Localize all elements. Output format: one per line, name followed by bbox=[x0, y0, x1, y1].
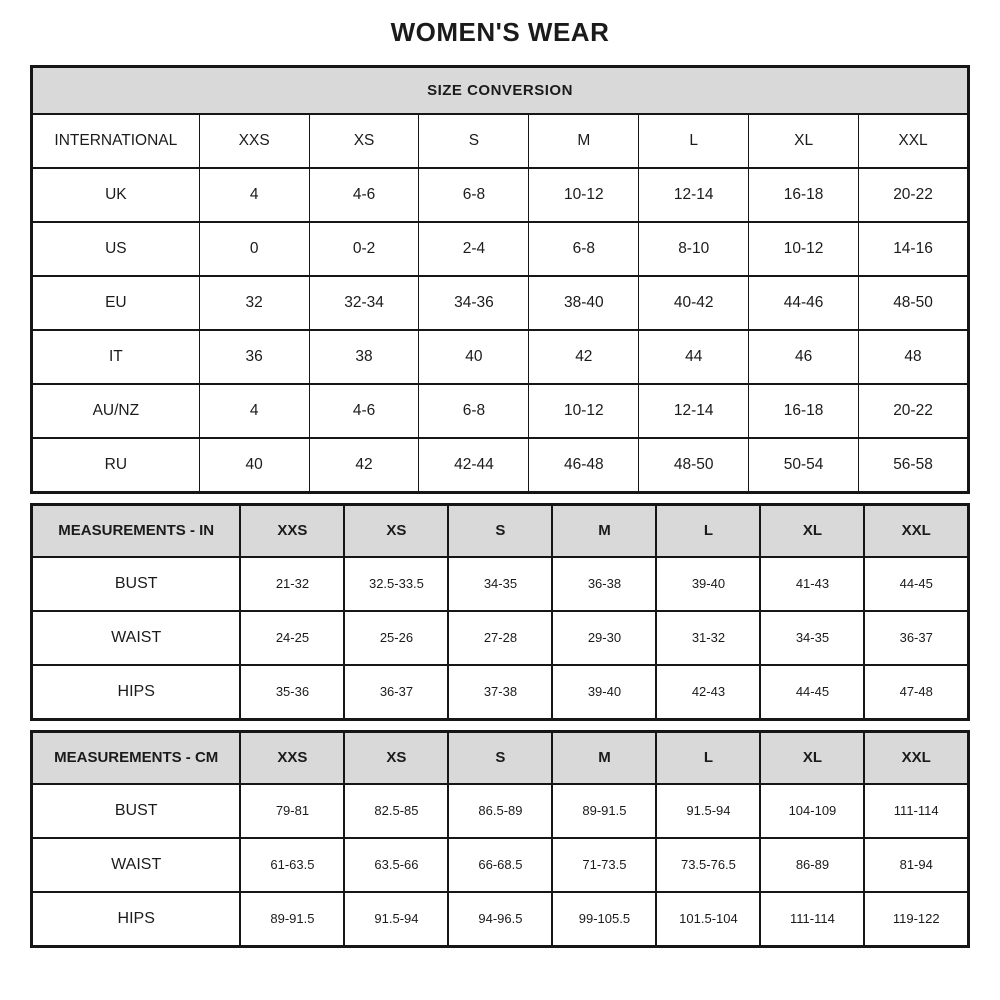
value-cell: 82.5-85 bbox=[344, 784, 448, 838]
measurements-in-table bbox=[30, 503, 970, 721]
value-cell: 36-38 bbox=[552, 557, 656, 611]
value-cell: 42-44 bbox=[419, 438, 529, 493]
size-header-cell: XS bbox=[344, 731, 448, 784]
row-label-cell: BUST bbox=[32, 784, 241, 838]
value-cell: 42-43 bbox=[656, 665, 760, 720]
value-cell: 39-40 bbox=[656, 557, 760, 611]
value-cell: 111-114 bbox=[864, 784, 968, 838]
row-label-cell: IT bbox=[32, 330, 200, 384]
measurements-cm-table bbox=[30, 730, 970, 948]
value-cell: 36-37 bbox=[864, 611, 968, 665]
value-cell: 42 bbox=[309, 438, 419, 493]
value-cell: 61-63.5 bbox=[240, 838, 344, 892]
value-cell: 41-43 bbox=[760, 557, 864, 611]
value-cell: 40 bbox=[419, 330, 529, 384]
value-cell: 79-81 bbox=[240, 784, 344, 838]
size-header-cell: XS bbox=[344, 504, 448, 557]
value-cell: 44-45 bbox=[864, 557, 968, 611]
value-cell: 4 bbox=[199, 168, 309, 222]
value-cell: 16-18 bbox=[749, 384, 859, 438]
value-cell: 34-35 bbox=[448, 557, 552, 611]
value-cell: 111-114 bbox=[760, 892, 864, 947]
value-cell: 40 bbox=[199, 438, 309, 493]
value-cell: 39-40 bbox=[552, 665, 656, 720]
value-cell: 35-36 bbox=[240, 665, 344, 720]
value-cell: 12-14 bbox=[639, 384, 749, 438]
table-row bbox=[32, 438, 969, 493]
value-cell: 73.5-76.5 bbox=[656, 838, 760, 892]
value-cell: 8-10 bbox=[639, 222, 749, 276]
value-cell: 46-48 bbox=[529, 438, 639, 493]
value-cell: 31-32 bbox=[656, 611, 760, 665]
value-cell: 21-32 bbox=[240, 557, 344, 611]
table-row bbox=[32, 276, 969, 330]
value-cell: 50-54 bbox=[749, 438, 859, 493]
column-header-row bbox=[32, 504, 969, 557]
value-cell: 91.5-94 bbox=[344, 892, 448, 947]
value-cell: 32 bbox=[199, 276, 309, 330]
size-header-cell: M bbox=[529, 114, 639, 168]
row-label-cell: WAIST bbox=[32, 611, 241, 665]
value-cell: 16-18 bbox=[749, 168, 859, 222]
row-label-cell: WAIST bbox=[32, 838, 241, 892]
value-cell: 25-26 bbox=[344, 611, 448, 665]
value-cell: 40-42 bbox=[639, 276, 749, 330]
value-cell: 4 bbox=[199, 384, 309, 438]
corner-header-cell: MEASUREMENTS - CM bbox=[32, 731, 241, 784]
table-row bbox=[32, 222, 969, 276]
value-cell: 104-109 bbox=[760, 784, 864, 838]
value-cell: 20-22 bbox=[859, 384, 969, 438]
size-header-cell: XXS bbox=[240, 504, 344, 557]
value-cell: 4-6 bbox=[309, 168, 419, 222]
corner-header-cell: INTERNATIONAL bbox=[32, 114, 200, 168]
row-label-cell: EU bbox=[32, 276, 200, 330]
value-cell: 47-48 bbox=[864, 665, 968, 720]
value-cell: 44-46 bbox=[749, 276, 859, 330]
value-cell: 81-94 bbox=[864, 838, 968, 892]
value-cell: 91.5-94 bbox=[656, 784, 760, 838]
size-header-cell: S bbox=[448, 731, 552, 784]
table-row bbox=[32, 330, 969, 384]
table-row bbox=[32, 611, 969, 665]
value-cell: 37-38 bbox=[448, 665, 552, 720]
value-cell: 0-2 bbox=[309, 222, 419, 276]
value-cell: 101.5-104 bbox=[656, 892, 760, 947]
value-cell: 44 bbox=[639, 330, 749, 384]
value-cell: 89-91.5 bbox=[240, 892, 344, 947]
value-cell: 0 bbox=[199, 222, 309, 276]
page-title: WOMEN'S WEAR bbox=[390, 17, 610, 47]
value-cell: 71-73.5 bbox=[552, 838, 656, 892]
size-header-cell: XL bbox=[749, 114, 859, 168]
value-cell: 34-35 bbox=[760, 611, 864, 665]
table-row bbox=[32, 557, 969, 611]
size-header-cell: XL bbox=[760, 504, 864, 557]
value-cell: 12-14 bbox=[639, 168, 749, 222]
size-header-cell: M bbox=[552, 504, 656, 557]
table-band-row bbox=[32, 66, 969, 114]
value-cell: 36 bbox=[199, 330, 309, 384]
table-row bbox=[32, 838, 969, 892]
value-cell: 29-30 bbox=[552, 611, 656, 665]
row-label-cell: UK bbox=[32, 168, 200, 222]
value-cell: 44-45 bbox=[760, 665, 864, 720]
table-row bbox=[32, 784, 969, 838]
table-row bbox=[32, 168, 969, 222]
size-header-cell: XXL bbox=[864, 731, 968, 784]
value-cell: 10-12 bbox=[749, 222, 859, 276]
value-cell: 38 bbox=[309, 330, 419, 384]
value-cell: 32.5-33.5 bbox=[344, 557, 448, 611]
value-cell: 46 bbox=[749, 330, 859, 384]
size-header-cell: L bbox=[639, 114, 749, 168]
value-cell: 14-16 bbox=[859, 222, 969, 276]
value-cell: 6-8 bbox=[419, 168, 529, 222]
value-cell: 63.5-66 bbox=[344, 838, 448, 892]
value-cell: 119-122 bbox=[864, 892, 968, 947]
value-cell: 36-37 bbox=[344, 665, 448, 720]
size-header-cell: XXL bbox=[864, 504, 968, 557]
size-header-cell: S bbox=[419, 114, 529, 168]
value-cell: 99-105.5 bbox=[552, 892, 656, 947]
value-cell: 24-25 bbox=[240, 611, 344, 665]
table-title: SIZE CONVERSION bbox=[32, 66, 969, 114]
value-cell: 10-12 bbox=[529, 168, 639, 222]
row-label-cell: HIPS bbox=[32, 892, 241, 947]
tables-container bbox=[30, 65, 970, 948]
size-header-cell: XXS bbox=[240, 731, 344, 784]
value-cell: 34-36 bbox=[419, 276, 529, 330]
size-header-cell: L bbox=[656, 504, 760, 557]
value-cell: 2-4 bbox=[419, 222, 529, 276]
size-header-cell: L bbox=[656, 731, 760, 784]
table-row bbox=[32, 384, 969, 438]
value-cell: 86.5-89 bbox=[448, 784, 552, 838]
value-cell: 27-28 bbox=[448, 611, 552, 665]
corner-header-cell: MEASUREMENTS - IN bbox=[32, 504, 241, 557]
table-row bbox=[32, 665, 969, 720]
value-cell: 48-50 bbox=[639, 438, 749, 493]
row-label-cell: US bbox=[32, 222, 200, 276]
value-cell: 66-68.5 bbox=[448, 838, 552, 892]
row-label-cell: BUST bbox=[32, 557, 241, 611]
size-header-cell: XS bbox=[309, 114, 419, 168]
value-cell: 86-89 bbox=[760, 838, 864, 892]
row-label-cell: HIPS bbox=[32, 665, 241, 720]
row-label-cell: RU bbox=[32, 438, 200, 493]
size-conversion-table bbox=[30, 65, 970, 494]
value-cell: 4-6 bbox=[309, 384, 419, 438]
value-cell: 20-22 bbox=[859, 168, 969, 222]
table-row bbox=[32, 892, 969, 947]
value-cell: 10-12 bbox=[529, 384, 639, 438]
value-cell: 38-40 bbox=[529, 276, 639, 330]
size-header-cell: S bbox=[448, 504, 552, 557]
value-cell: 56-58 bbox=[859, 438, 969, 493]
row-label-cell: AU/NZ bbox=[32, 384, 200, 438]
value-cell: 42 bbox=[529, 330, 639, 384]
size-header-cell: XXS bbox=[199, 114, 309, 168]
value-cell: 89-91.5 bbox=[552, 784, 656, 838]
size-header-cell: XXL bbox=[859, 114, 969, 168]
size-header-cell: XL bbox=[760, 731, 864, 784]
value-cell: 94-96.5 bbox=[448, 892, 552, 947]
value-cell: 48 bbox=[859, 330, 969, 384]
value-cell: 48-50 bbox=[859, 276, 969, 330]
column-header-row bbox=[32, 731, 969, 784]
value-cell: 6-8 bbox=[419, 384, 529, 438]
value-cell: 6-8 bbox=[529, 222, 639, 276]
value-cell: 32-34 bbox=[309, 276, 419, 330]
column-header-row bbox=[32, 114, 969, 168]
size-header-cell: M bbox=[552, 731, 656, 784]
